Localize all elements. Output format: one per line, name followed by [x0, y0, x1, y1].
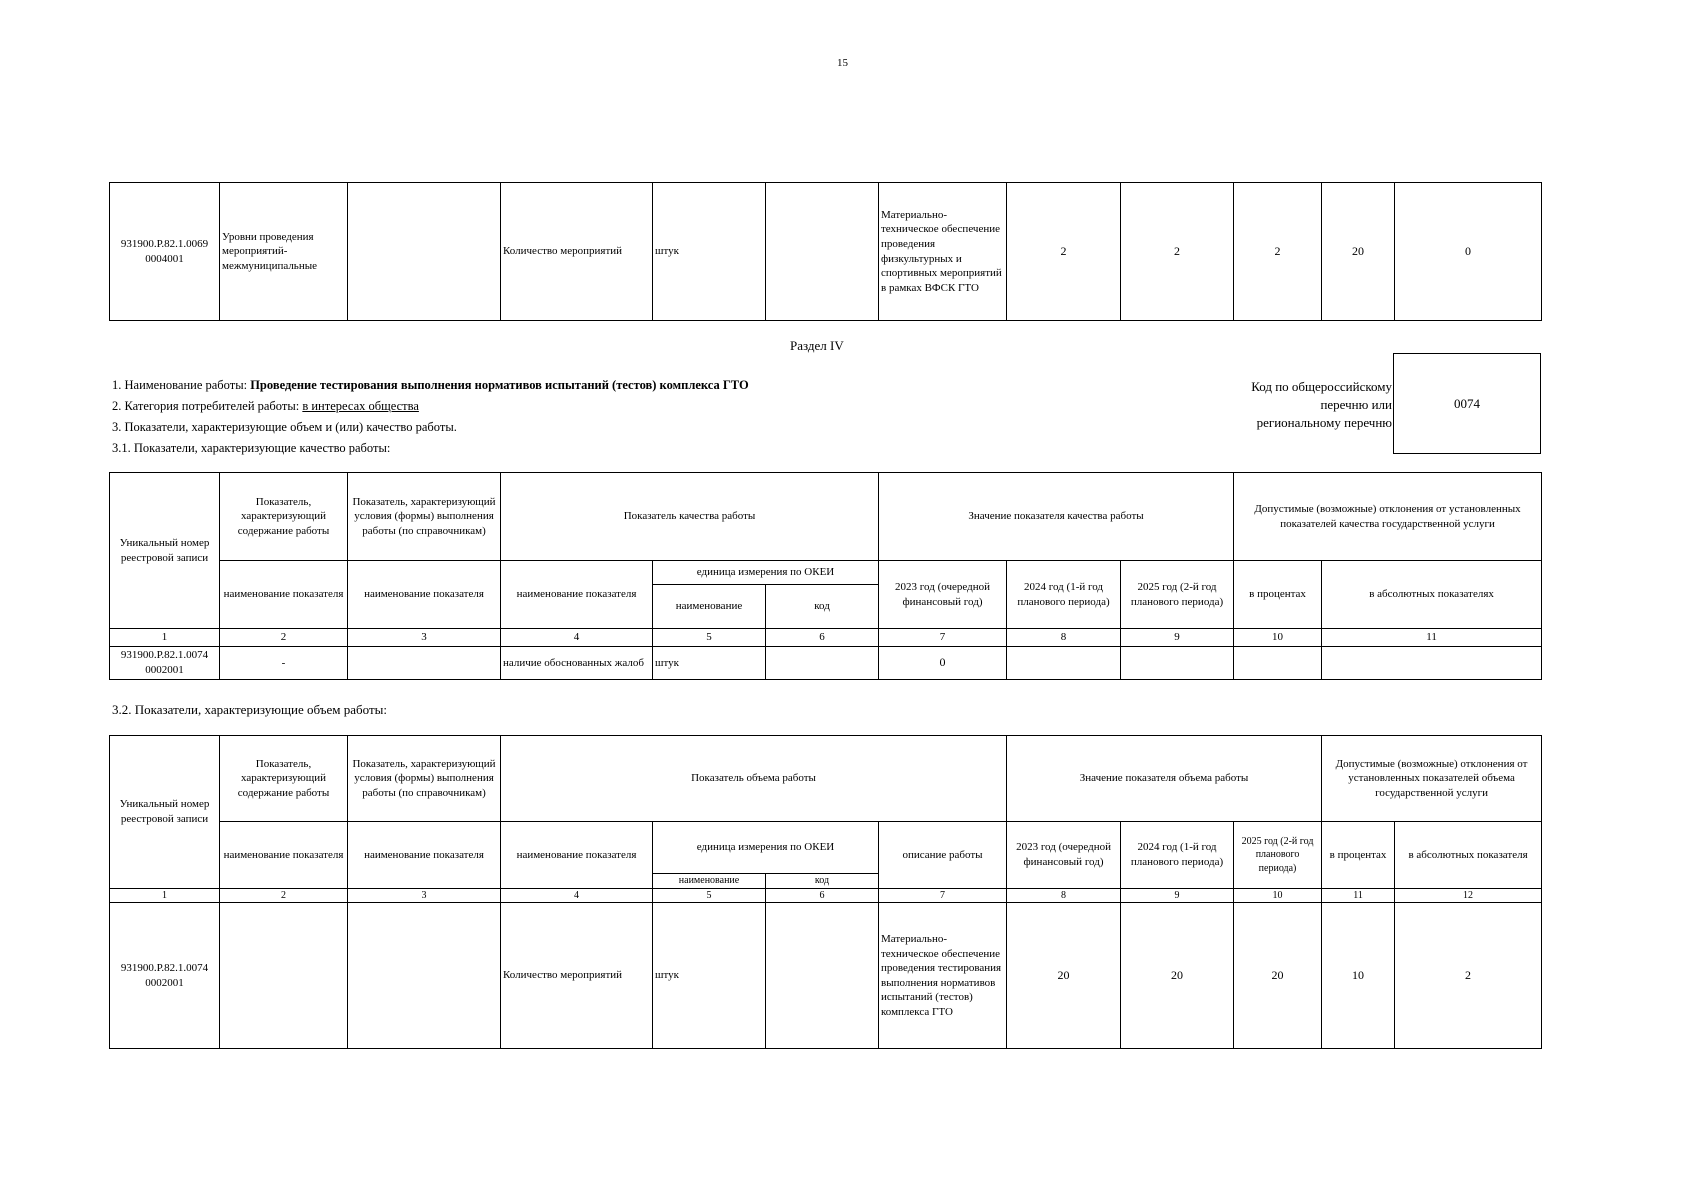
column-number: 1: [110, 629, 220, 647]
column-number: 6: [766, 629, 879, 647]
table-row: [110, 903, 1542, 1049]
header-content: Показатель, характеризующий содержание работы: [220, 473, 348, 561]
reg-number-cell: 931900.Р.82.1.0074 0002001: [110, 647, 220, 680]
indicator-name-cell: Количество мероприятий: [501, 903, 653, 1049]
header-content: Показатель, характеризующий содержание работы: [220, 736, 348, 822]
reg-number-cell: 931900.Р.82.1.0069 0004001: [110, 183, 220, 321]
header-2023: 2023 год (очередной финансовый год): [1007, 822, 1121, 889]
header-indicator-name: наименование показателя: [501, 561, 653, 629]
header-2024: 2024 год (1-й год планового периода): [1007, 561, 1121, 629]
description-cell: Материально-техническое обеспечение проведения тестирования выполнения нормативов испытаний (тестов) комплекса ГТО: [879, 903, 1007, 1049]
column-number: 2: [220, 629, 348, 647]
value-2024-cell: [1007, 647, 1121, 680]
table-row: [110, 183, 1542, 321]
header-quality-indicator: Показатель качества работы: [501, 473, 879, 561]
column-number: 7: [879, 889, 1007, 903]
indicator-name-cell: Количество мероприятий: [501, 183, 653, 321]
deviation-abs-cell: [1322, 647, 1542, 680]
value-2024-cell: 20: [1121, 903, 1234, 1049]
header-deviation: Допустимые (возможные) отклонения от установленных показателей объема государственной услуги: [1322, 736, 1542, 822]
column-number: 3: [348, 629, 501, 647]
code-box: 0074: [1393, 353, 1541, 454]
value-2025-cell: 2: [1234, 183, 1322, 321]
header-condition-name: наименование показателя: [348, 561, 501, 629]
header-abs: в абсолютных показателя: [1395, 822, 1542, 889]
header-quality-value: Значение показателя качества работы: [879, 473, 1234, 561]
content-cell: Уровни проведения мероприятий- межмуниципальные: [220, 183, 348, 321]
header-unit: единица измерения по ОКЕИ: [653, 822, 879, 874]
quality-table: [109, 472, 1542, 680]
value-2023-cell: 0: [879, 647, 1007, 680]
column-number: 10: [1234, 629, 1322, 647]
header-reg-number: Уникальный номер реестровой записи: [110, 736, 220, 889]
header-unit: единица измерения по ОКЕИ: [653, 561, 879, 585]
deviation-abs-cell: 0: [1395, 183, 1542, 321]
header-percent: в процентах: [1322, 822, 1395, 889]
header-unit-code: код: [766, 585, 879, 629]
column-number: 9: [1121, 889, 1234, 903]
unit-name-cell: штук: [653, 647, 766, 680]
volume-table: [109, 735, 1542, 1049]
header-condition: Показатель, характеризующий условия (формы) выполнения работы (по справочникам): [348, 473, 501, 561]
consumer-category: в интересах общества: [302, 399, 419, 413]
deviation-percent-cell: 10: [1322, 903, 1395, 1049]
work-name: Проведение тестирования выполнения нормативов испытаний (тестов) комплекса ГТО: [250, 378, 749, 392]
column-number: 10: [1234, 889, 1322, 903]
header-row: [110, 822, 1542, 874]
deviation-abs-cell: 2: [1395, 903, 1542, 1049]
description-cell: Материально-техническое обеспечение проведения физкультурных и спортивных мероприятий в рамках ВФСК ГТО: [879, 183, 1007, 321]
value-2025-cell: 20: [1234, 903, 1322, 1049]
column-number: 6: [766, 889, 879, 903]
page-number: 15: [837, 57, 848, 69]
header-abs: в абсолютных показателях: [1322, 561, 1542, 629]
header-2025: 2025 год (2-й год планового периода): [1121, 561, 1234, 629]
header-description: описание работы: [879, 822, 1007, 889]
work-name-line: [112, 378, 749, 393]
header-indicator-name: наименование показателя: [501, 822, 653, 889]
deviation-percent-cell: [1234, 647, 1322, 680]
header-condition: Показатель, характеризующий условия (формы) выполнения работы (по справочникам): [348, 736, 501, 822]
header-reg-number: Уникальный номер реестровой записи: [110, 473, 220, 629]
condition-cell: [348, 647, 501, 680]
header-unit-name: наименование: [653, 585, 766, 629]
column-number: 12: [1395, 889, 1542, 903]
header-unit-code: код: [766, 874, 879, 889]
condition-cell: [348, 183, 501, 321]
column-number: 8: [1007, 629, 1121, 647]
volume-indicators-line: 3.2. Показатели, характеризующие объем работы:: [112, 702, 387, 717]
content-cell: -: [220, 647, 348, 680]
column-number: 8: [1007, 889, 1121, 903]
header-content-name: наименование показателя: [220, 822, 348, 889]
consumer-category-prefix: 2. Категория потребителей работы:: [112, 399, 303, 413]
value-2024-cell: 2: [1121, 183, 1234, 321]
header-deviation: Допустимые (возможные) отклонения от установленных показателей качества государственной услуги: [1234, 473, 1542, 561]
indicators-line: 3. Показатели, характеризующие объем и (или) качество работы.: [112, 420, 457, 434]
unit-name-cell: штук: [653, 903, 766, 1049]
column-number: 11: [1322, 629, 1542, 647]
column-number: 5: [653, 889, 766, 903]
header-2024: 2024 год (1-й год планового периода): [1121, 822, 1234, 889]
value-2025-cell: [1121, 647, 1234, 680]
condition-cell: [348, 903, 501, 1049]
header-volume-value: Значение показателя объема работы: [1007, 736, 1322, 822]
column-number: 2: [220, 889, 348, 903]
column-number: 4: [501, 629, 653, 647]
value-2023-cell: 2: [1007, 183, 1121, 321]
value-2023-cell: 20: [1007, 903, 1121, 1049]
header-condition-name: наименование показателя: [348, 822, 501, 889]
unit-name-cell: штук: [653, 183, 766, 321]
content-cell: [220, 903, 348, 1049]
column-number: 3: [348, 889, 501, 903]
header-row: [110, 473, 1542, 561]
column-number: 7: [879, 629, 1007, 647]
header-2025: 2025 год (2-й год планового периода): [1234, 822, 1322, 889]
column-number: 4: [501, 889, 653, 903]
code-label-line-2: перечню или: [1320, 397, 1392, 412]
deviation-percent-cell: 20: [1322, 183, 1395, 321]
continuation-table: [109, 182, 1542, 321]
code-label: [1180, 378, 1392, 432]
table-row: [110, 647, 1542, 680]
code-label-line-3: региональному перечню: [1256, 415, 1392, 430]
section-title: Раздел IV: [790, 338, 844, 353]
header-row: [110, 736, 1542, 822]
unit-code-cell: [766, 903, 879, 1049]
column-numbers-row: [110, 889, 1542, 903]
unit-code-cell: [766, 183, 879, 321]
reg-number-cell: 931900.Р.82.1.0074 0002001: [110, 903, 220, 1049]
header-volume-indicator: Показатель объема работы: [501, 736, 1007, 822]
header-2023: 2023 год (очередной финансовый год): [879, 561, 1007, 629]
indicator-name-cell: наличие обоснованных жалоб: [501, 647, 653, 680]
column-numbers-row: [110, 629, 1542, 647]
column-number: 5: [653, 629, 766, 647]
consumer-category-line: [112, 399, 419, 414]
header-unit-name: наименование: [653, 874, 766, 889]
unit-code-cell: [766, 647, 879, 680]
header-percent: в процентах: [1234, 561, 1322, 629]
column-number: 11: [1322, 889, 1395, 903]
quality-indicators-line: 3.1. Показатели, характеризующие качество работы:: [112, 441, 391, 455]
header-content-name: наименование показателя: [220, 561, 348, 629]
column-number: 1: [110, 889, 220, 903]
code-label-line-1: Код по общероссийскому: [1251, 379, 1392, 394]
header-row: [110, 561, 1542, 585]
work-name-prefix: 1. Наименование работы:: [112, 378, 251, 392]
column-number: 9: [1121, 629, 1234, 647]
